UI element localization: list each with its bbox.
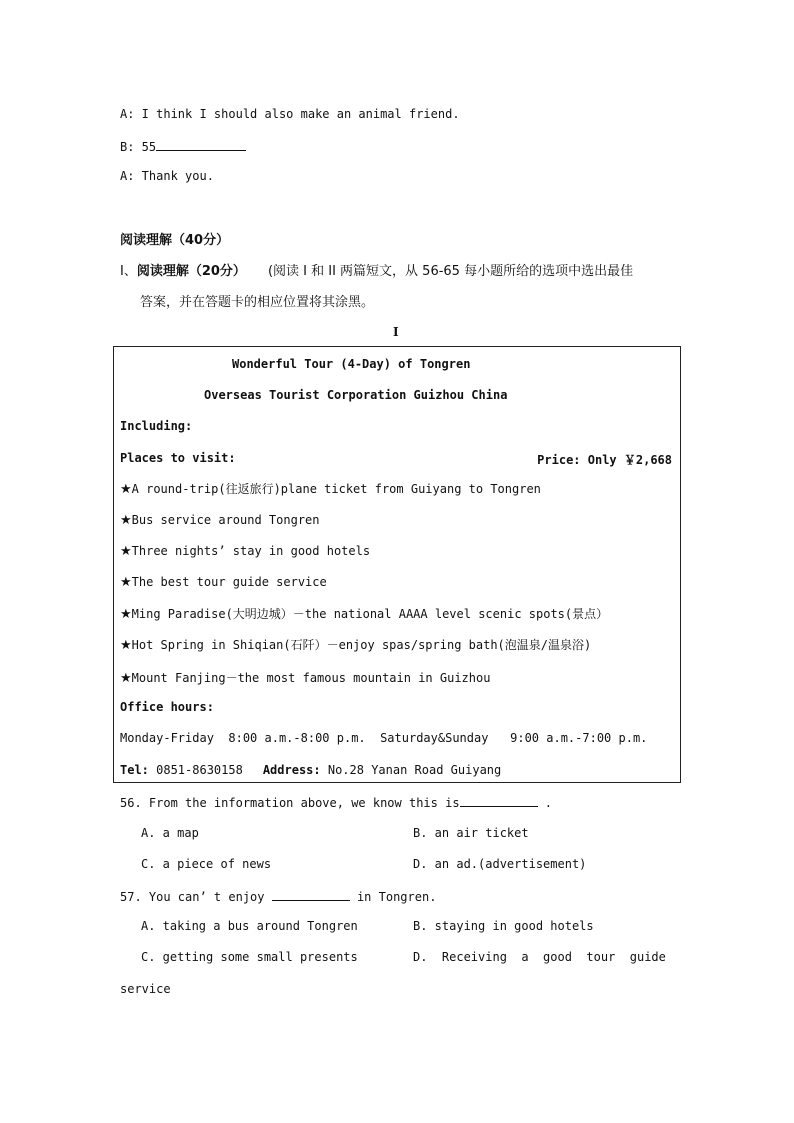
ad-contact: [120, 763, 501, 777]
ad-item-text: Mount Fanjing－the most famous mountain in Guizhou: [131, 671, 491, 685]
q56-option-a[interactable]: A. a map: [141, 826, 199, 840]
instruction-text-1: (阅读 I 和 II 两篇短文，从 56-65 每小题所给的选项中选出最佳: [267, 264, 634, 279]
ad-item-text: Bus service around Tongren: [131, 513, 320, 527]
star-icon: ★: [120, 671, 132, 686]
part-title: 阅读理解（20分）: [136, 264, 246, 279]
question-stem-end: .: [537, 796, 553, 810]
address-label: Address:: [262, 763, 321, 777]
question-stem: 56. From the information above, we know this is: [120, 796, 460, 810]
ad-item-6: [120, 636, 591, 653]
dialogue-line-b1: [120, 138, 246, 154]
question-56: [120, 794, 552, 810]
tour-advertisement-box: [113, 346, 681, 783]
answer-blank-56[interactable]: [460, 794, 538, 807]
ad-item-4: [120, 575, 327, 590]
ad-price: Price: Only ￥2,668: [537, 453, 672, 467]
q57-option-d-wrap: service: [120, 982, 171, 996]
ad-item-text: A round-trip(往返旅行)plane ticket from Guiyang to Tongren: [131, 482, 541, 496]
q56-option-b[interactable]: B. an air ticket: [413, 826, 529, 840]
dialogue-line-a1: A: I think I should also make an animal friend.: [120, 107, 460, 121]
q57-option-b[interactable]: B. staying in good hotels: [413, 919, 594, 933]
question-stem: 57. You can’ t enjoy: [120, 890, 272, 904]
question-stem-end: in Tongren.: [349, 890, 437, 904]
q57-option-c[interactable]: C. getting some small presents: [141, 950, 358, 964]
section-heading: 阅读理解（40分）: [120, 233, 230, 248]
ad-item-2: [120, 513, 320, 528]
tel-label: Tel:: [120, 763, 149, 777]
answer-blank-55[interactable]: [156, 138, 246, 151]
ad-including: Including:: [120, 419, 193, 433]
dialogue-line-a2: A: Thank you.: [120, 169, 214, 183]
part-instruction-line1: [120, 260, 633, 279]
ad-office-hours: Monday-Friday 8:00 a.m.-8:00 p.m. Saturday&Sunday 9:00 a.m.-7:00 p.m.: [120, 731, 648, 745]
star-icon: ★: [120, 482, 132, 497]
q57-option-d[interactable]: D. Receiving a good tour guide: [413, 950, 666, 964]
ad-item-7: [120, 669, 490, 686]
ad-item-5: [120, 605, 608, 622]
ad-places-label: Places to visit:: [120, 451, 236, 465]
q57-option-a[interactable]: A. taking a bus around Tongren: [141, 919, 358, 933]
question-57: [120, 888, 436, 904]
ad-item-3: [120, 544, 370, 559]
star-icon: ★: [120, 513, 132, 528]
tel-value: 0851-8630158: [148, 763, 243, 777]
part-instruction-line2: 答案，并在答题卡的相应位置将其涂黑。: [140, 295, 375, 310]
ad-office-label: Office hours:: [120, 700, 214, 714]
ad-title: Wonderful Tour (4-Day) of Tongren: [232, 357, 471, 371]
answer-blank-57[interactable]: [272, 888, 350, 901]
part-number: I、: [120, 264, 137, 279]
address-value: No.28 Yanan Road Guiyang: [320, 763, 502, 777]
passage-label: I: [393, 325, 399, 339]
q56-option-d[interactable]: D. an ad.(advertisement): [413, 857, 587, 871]
dialogue-b1-text: B: 55: [120, 140, 157, 154]
ad-item-text: Hot Spring in Shiqian(石阡）－enjoy spas/spring bath(泡温泉/温泉浴): [131, 638, 592, 652]
star-icon: ★: [120, 607, 132, 622]
star-icon: ★: [120, 638, 132, 653]
ad-subtitle: Overseas Tourist Corporation Guizhou China: [204, 388, 508, 402]
ad-item-text: The best tour guide service: [131, 575, 327, 589]
q56-option-c[interactable]: C. a piece of news: [141, 857, 272, 871]
star-icon: ★: [120, 575, 132, 590]
ad-item-text: Ming Paradise(大明边城）－the national AAAA level scenic spots(景点）: [131, 607, 609, 621]
star-icon: ★: [120, 544, 132, 559]
ad-item-text: Three nights’ stay in good hotels: [131, 544, 371, 558]
ad-item-1: [120, 480, 541, 497]
